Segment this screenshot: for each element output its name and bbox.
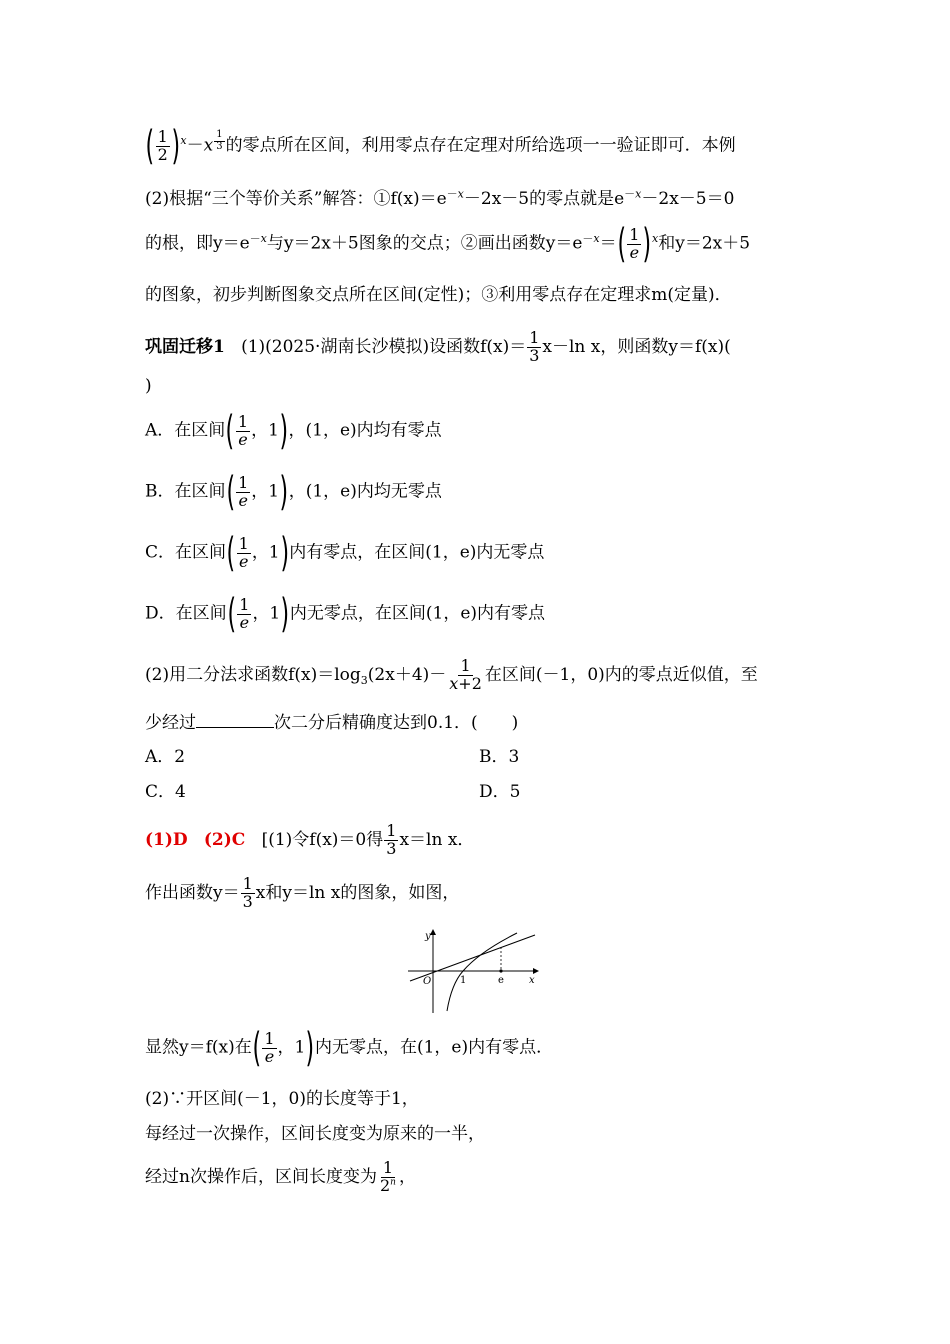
y-label: y <box>425 931 431 942</box>
exercise-question-2: (2)用二分法求函数$f(x)=\log_3(2x+4)-$ $\frac{1}{x+2}$ 在区间(－1，0)内的零点近似值，至 <box>145 656 758 693</box>
exercise-question-1: 巩固迁移1 (1)(2025·湖南长沙模拟)设函数f(x)＝ $\frac{1}{3}$ x－ln x，则函数y＝f(x)( <box>145 328 731 365</box>
choice-d: D．5 <box>479 782 521 802</box>
answer-1: (1)D <box>145 829 188 850</box>
answer-2: (2)C <box>203 829 246 850</box>
choice-a: A．2 <box>145 747 186 767</box>
option-c: C．在区间( $\frac{1}{e}$ ，1)内有零点，在区间(1，e)内无零点 <box>145 530 545 576</box>
curve-ln-x <box>447 933 517 1011</box>
choice-b: B．3 <box>479 747 520 767</box>
x-label: x <box>529 975 535 986</box>
tick-dot-e <box>499 969 502 972</box>
intro-line-3: 的根，即$y=e^{-x}$与y＝2x＋5图象的交点；②画出函数$y=e^{-x}=$( $\frac{1}{e}$ )$^x$和y＝2x＋5 <box>145 221 751 267</box>
option-a: A．在区间( $\frac{1}{e}$ ，1)，(1，e)内均有零点 <box>145 408 442 454</box>
exercise-question-1-close: ) <box>145 376 152 396</box>
option-d: D．在区间( $\frac{1}{e}$ ，1)内无零点，在区间(1，e)内有零点 <box>145 591 546 637</box>
intro-line-2: (2)根据“三个等价关系”解答：$①f(x)=e^{-x}-2x-5$的零点就是$e^{-x}-2x-5=0$ <box>145 187 735 209</box>
choice-c: C．4 <box>145 782 186 802</box>
origin-label: O <box>423 976 432 987</box>
intro-line-1: ( $\frac{1}{2}$ )$^x$－x $^{\frac{1}{3}}$ 的零点所在区间，利用零点存在定理对所给选项一一验证即可．本例 <box>145 123 736 169</box>
solution-line-2: 作出函数y＝ $\frac{1}{3}$ x和y＝ln x的图象，如图， <box>145 874 460 911</box>
solution-line-6: 经过n次操作后，区间长度变为 $\frac{1}{2^n}$ ， <box>145 1158 416 1195</box>
option-b: B．在区间( $\frac{1}{e}$ ，1)，(1，e)内均无零点 <box>145 469 442 515</box>
exercise-heading: 巩固迁移1 <box>145 336 225 357</box>
answer-line: (1)D (2)C [(1)令f(x)＝0得 $\frac{1}{3}$ x＝ln x． <box>145 821 475 858</box>
answer-blank <box>196 713 274 728</box>
exercise-question-2-line-2: 少经过 次二分后精确度达到0.1．( ) <box>145 713 519 733</box>
tick-label-1: 1 <box>460 975 467 986</box>
solution-line-5: 每经过一次操作，区间长度变为原来的一半， <box>145 1124 485 1144</box>
function-graph <box>405 925 545 1015</box>
intro-text-1: 的零点所在区间，利用零点存在定理对所给选项一一验证即可．本例 <box>225 135 736 156</box>
solution-line-4: (2)∵开区间(－1，0)的长度等于1， <box>145 1089 419 1109</box>
solution-line-3: 显然y＝f(x)在( $\frac{1}{e}$ ，1)内无零点，在(1，e)内有零点． <box>145 1025 554 1071</box>
tick-label-e: e <box>498 975 504 986</box>
intro-line-4: 的图象，初步判断图象交点所在区间(定性)；③利用零点存在定理求m(定量)． <box>145 285 732 305</box>
